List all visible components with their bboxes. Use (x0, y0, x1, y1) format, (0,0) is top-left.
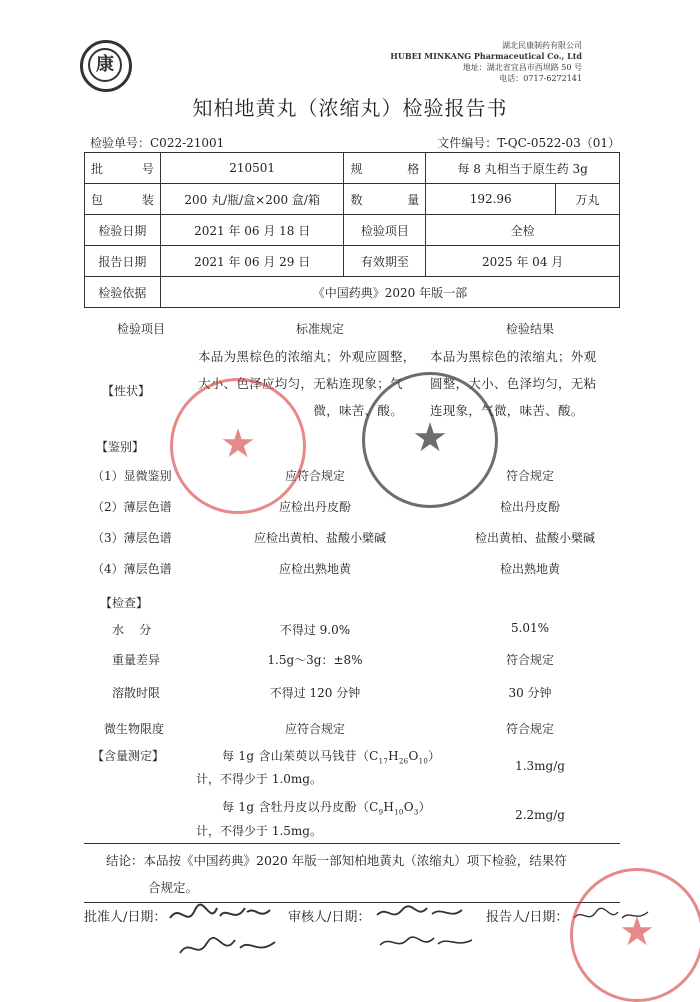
ident-item: （4）薄层色谱 (92, 562, 172, 576)
ident-standard: 应检出丹皮酚 (278, 500, 351, 514)
file-number: 文件编号：T-QC-0522-03（01） (437, 136, 620, 150)
quality-stamp-center (362, 372, 498, 508)
check-result: 符合规定 (505, 653, 554, 667)
properties-standard-line: 本品为黑棕色的浓缩丸；外观应圆整， (198, 349, 416, 364)
assay-standard-line2: 计，不得少于 1.5mg。 (196, 824, 322, 838)
assay-text: H (383, 800, 395, 814)
approver-signature (165, 898, 295, 968)
assay-text: O (403, 800, 414, 814)
assay-sub: 26 (398, 757, 409, 766)
properties-result-line: 连现象，气微，味苦、酸。 (430, 403, 584, 418)
col-item-header: 检验项目 (116, 322, 165, 336)
col-standard-header: 标准规定 (295, 322, 344, 336)
quantity-label: 数 量 (344, 184, 426, 215)
properties-label: 【性状】 (102, 384, 151, 398)
quality-stamp-bottom (570, 868, 700, 1002)
assay-result: 2.2mg/g (515, 808, 565, 822)
assay-text: H (388, 749, 399, 763)
quantity-unit: 万丸 (556, 184, 620, 215)
report-number: 检验单号：C022-21001 (90, 136, 225, 150)
conclusion-line2: 合规定。 (148, 880, 199, 895)
check-item: 溶散时限 (112, 686, 161, 700)
check-item: 重量差异 (112, 653, 161, 667)
expiry-label: 有效期至 (344, 246, 426, 277)
assay-sub: 3 (413, 808, 419, 817)
report-date-label: 报告日期 (85, 246, 161, 277)
check-result: 30 分钟 (508, 686, 552, 700)
page-title: 知柏地黄丸（浓缩丸）检验报告书 (192, 96, 508, 120)
inspect-date-label: 检验日期 (85, 215, 161, 246)
basis-label: 检验依据 (85, 277, 161, 308)
check-standard: 1.5g～3g：±8% (267, 653, 363, 667)
check-result: 5.01% (510, 621, 550, 635)
approver-label: 批准人/日期： (84, 910, 167, 925)
spec-label: 规 格 (344, 153, 426, 184)
check-standard: 应符合规定 (284, 722, 345, 736)
checks-label: 【检查】 (100, 596, 149, 610)
company-phone: 电话：0717-6272141 (499, 74, 582, 83)
assay-standard-line2: 计，不得少于 1.0mg。 (196, 772, 322, 786)
assay-result: 1.3mg/g (515, 759, 565, 773)
logo-glyph-icon: 康 (88, 48, 122, 82)
spec-value: 每 8 丸相当于原生药 3g (426, 153, 620, 184)
assay-text: O (408, 749, 419, 763)
batch-label: 批 号 (85, 153, 161, 184)
ident-result: 检出丹皮酚 (499, 500, 560, 514)
stamp-star-icon: ★ (412, 415, 448, 461)
ident-result: 检出熟地黄 (499, 562, 560, 576)
batch-value: 210501 (160, 153, 344, 184)
basis-value: 《中国药典》2020 年版一部 (160, 277, 619, 308)
ident-item: （2）薄层色谱 (92, 500, 172, 514)
package-value: 200 丸/瓶/盒×200 盒/箱 (160, 184, 344, 215)
assay-text: ） (428, 749, 441, 763)
ident-item: （1）显微鉴别 (92, 469, 172, 483)
reviewer-label: 审核人/日期： (288, 910, 371, 925)
reviewer-signature (372, 900, 482, 960)
report-date-value: 2021 年 06 月 29 日 (160, 246, 344, 277)
check-item: 微生物限度 (104, 722, 165, 736)
check-item: 水 分 (112, 623, 152, 637)
company-name-cn: 湖北民康制药有限公司 (502, 41, 582, 50)
company-address: 地址：湖北省宜昌市西坝路 50 号 (462, 63, 582, 72)
properties-standard-line: 大小、色泽应均匀，无粘连现象；气 (198, 376, 403, 391)
inspect-item-value: 全检 (426, 215, 620, 246)
col-result-header: 检验结果 (505, 322, 554, 336)
assay-text: 每 1g 含山茱萸以马钱苷（C (222, 749, 379, 763)
quality-stamp-left (170, 378, 306, 514)
assay-text: ） (418, 800, 431, 814)
ident-result: 符合规定 (505, 469, 554, 483)
identification-label: 【鉴别】 (96, 440, 145, 454)
assay-sub: 10 (418, 757, 429, 766)
company-logo (80, 40, 132, 92)
properties-result-line: 本品为黑棕色的浓缩丸；外观 (430, 349, 597, 364)
check-result: 符合规定 (505, 722, 554, 736)
inspect-item-label: 检验项目 (344, 215, 426, 246)
stamp-star-icon: ★ (619, 909, 655, 955)
assay-sub: 9 (378, 808, 384, 817)
assay-standard-line1 (222, 747, 440, 765)
properties-standard-line: 微，味苦、酸。 (313, 403, 403, 418)
properties-result-line: 圆整，大小、色泽均匀，无粘 (430, 376, 597, 391)
quantity-value: 192.96 (426, 184, 556, 215)
ident-standard: 应检出熟地黄 (278, 562, 351, 576)
ident-item: （3）薄层色谱 (92, 531, 172, 545)
check-standard: 不得过 120 分钟 (269, 686, 361, 700)
expiry-value: 2025 年 04 月 (426, 246, 620, 277)
assay-label: 【含量测定】 (92, 749, 165, 763)
package-label: 包 装 (85, 184, 161, 215)
assay-standard-line1 (222, 798, 431, 816)
conclusion-divider (84, 843, 620, 844)
check-standard: 不得过 9.0% (279, 623, 351, 637)
assay-sub: 17 (378, 757, 389, 766)
assay-sub: 10 (394, 808, 404, 817)
company-name-en: HUBEI MINKANG Pharmaceutical Co., Ltd (390, 51, 582, 61)
conclusion-line1: 结论：本品按《中国药典》2020 年版一部知柏地黄丸（浓缩丸）项下检验，结果符 (106, 853, 567, 868)
ident-result: 检出黄柏、盐酸小檗碱 (474, 531, 595, 545)
ident-standard: 应检出黄柏、盐酸小檗碱 (253, 531, 386, 545)
assay-text: 每 1g 含牡丹皮以丹皮酚（C (222, 800, 379, 814)
reporter-label: 报告人/日期： (486, 910, 569, 925)
info-table (84, 152, 620, 308)
stamp-star-icon: ★ (220, 421, 256, 467)
inspect-date-value: 2021 年 06 月 18 日 (160, 215, 344, 246)
company-header (390, 40, 582, 84)
ident-standard: 应符合规定 (284, 469, 345, 483)
